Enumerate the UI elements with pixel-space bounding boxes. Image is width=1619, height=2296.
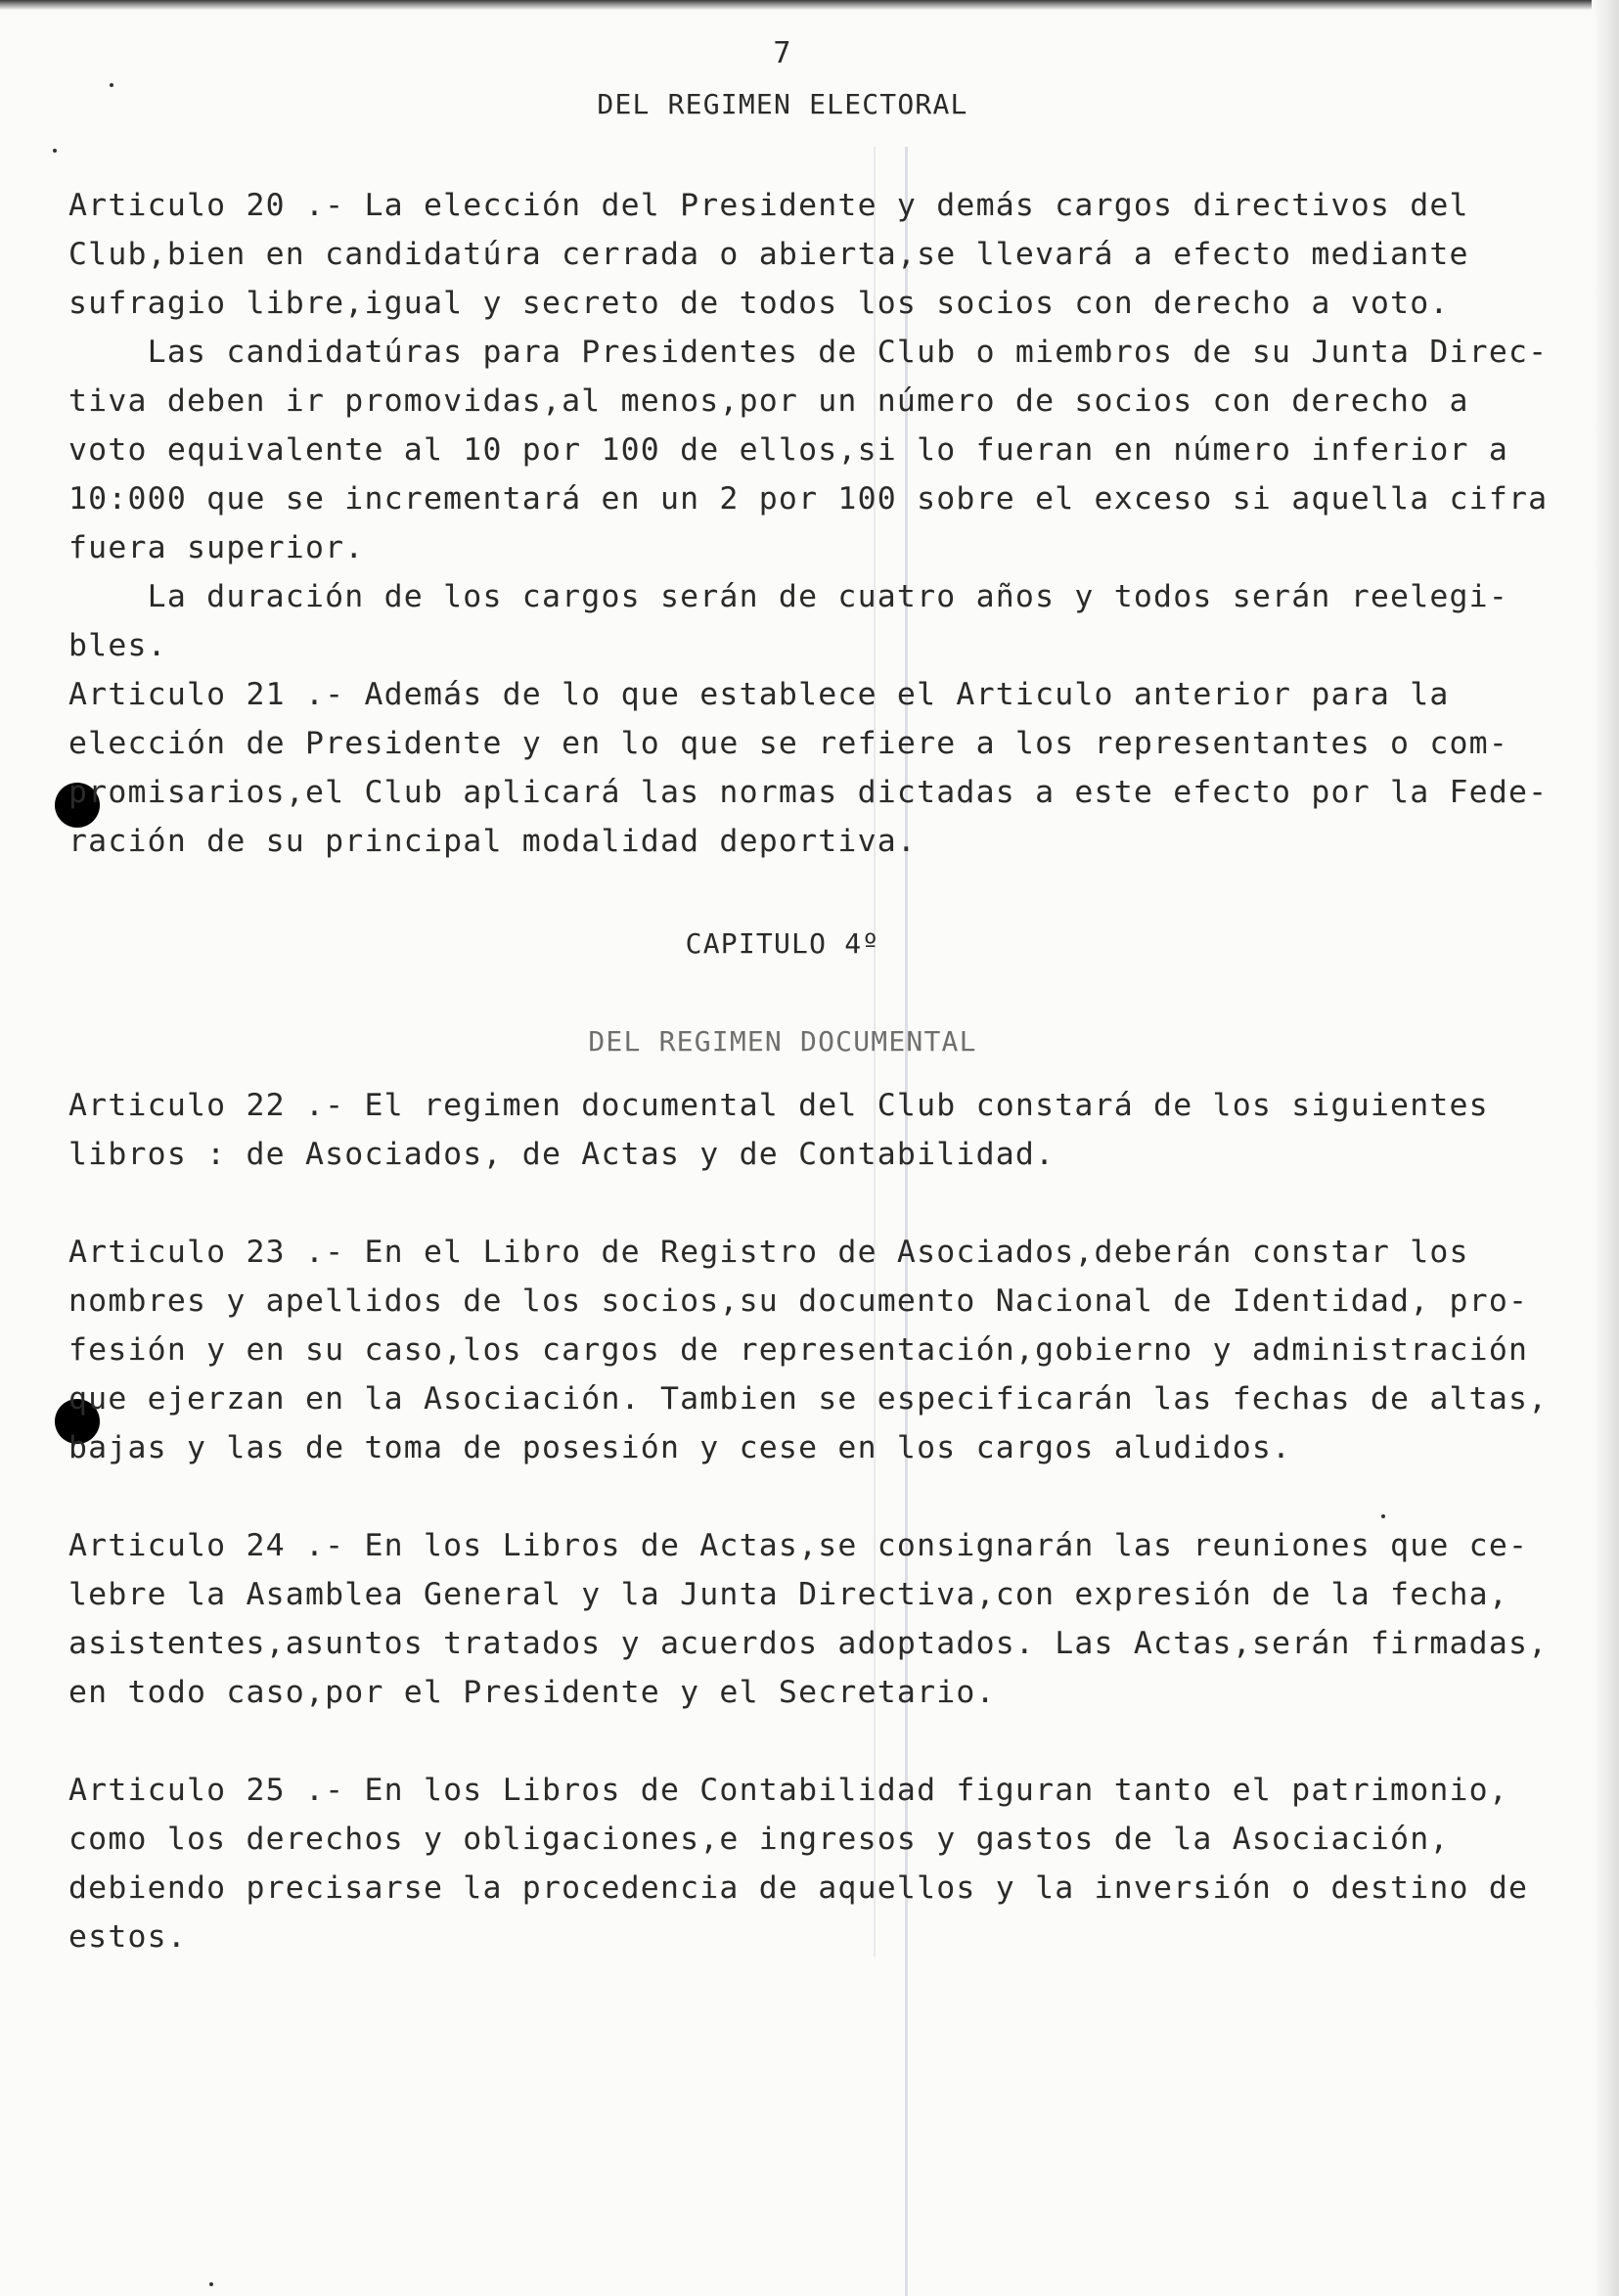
text-line: La duración de los cargos serán de cuatro años y todos serán reelegi-: [68, 579, 1509, 614]
scan-speck: [209, 2282, 213, 2286]
text-line: debiendo precisarse la procedencia de aquellos y la inversión o destino de: [68, 1870, 1529, 1906]
text-line: 10:000 que se incrementará en un 2 por 100 sobre el exceso si aquella cifra: [68, 481, 1549, 517]
text-line: nombres y apellidos de los socios,su documento Nacional de Identidad, pro-: [68, 1283, 1529, 1319]
page-number: 7: [773, 36, 792, 70]
text-line: Articulo 23 .- En el Libro de Registro de Asociados,deberán constar los: [68, 1235, 1469, 1270]
text-line: Articulo 22 .- El regimen documental del Club constará de los siguientes: [68, 1088, 1489, 1123]
text-line: tiva deben ir promovidas,al menos,por un número de socios con derecho a: [68, 383, 1469, 419]
text-line: en todo caso,por el Presidente y el Secretario.: [68, 1675, 996, 1710]
chapter-title: CAPITULO 4º: [685, 927, 880, 960]
section-heading: DEL REGIMEN ELECTORAL: [597, 88, 968, 120]
text-line: estos.: [68, 1919, 187, 1955]
text-line: lebre la Asamblea General y la Junta Directiva,con expresión de la fecha,: [68, 1577, 1509, 1612]
text-line: Articulo 20 .- La elección del Presidente y demás cargos directivos del: [68, 188, 1469, 223]
chapter-heading: DEL REGIMEN DOCUMENTAL: [588, 1025, 977, 1058]
text-line: Articulo 21 .- Además de lo que establece el Articulo anterior para la: [68, 677, 1450, 712]
text-line: voto equivalente al 10 por 100 de ellos,si lo fueran en número inferior a: [68, 432, 1509, 468]
scan-speck: [1381, 1514, 1385, 1518]
text-line: Articulo 25 .- En los Libros de Contabilidad figuran tanto el patrimonio,: [68, 1773, 1509, 1808]
text-line: fuera superior.: [68, 530, 365, 565]
text-line: ración de su principal modalidad deportiva.: [68, 824, 918, 859]
text-line: asistentes,asuntos tratados y acuerdos adoptados. Las Actas,serán firmadas,: [68, 1626, 1549, 1661]
text-line: bles.: [68, 628, 167, 663]
text-line: elección de Presidente y en lo que se refiere a los representantes o com-: [68, 726, 1509, 761]
scan-speck: [53, 149, 57, 153]
scan-right-edge: [1592, 0, 1619, 2296]
scan-top-edge: [0, 0, 1619, 10]
text-line: sufragio libre,igual y secreto de todos los socios con derecho a voto.: [68, 286, 1450, 321]
text-line: Club,bien en candidatúra cerrada o abierta,se llevará a efecto mediante: [68, 237, 1469, 272]
text-line: Articulo 24 .- En los Libros de Actas,se consignarán las reuniones que ce-: [68, 1528, 1529, 1563]
text-line: bajas y las de toma de posesión y cese en los cargos aludidos.: [68, 1430, 1292, 1465]
text-line: como los derechos y obligaciones,e ingresos y gastos de la Asociación,: [68, 1822, 1450, 1857]
text-line: libros : de Asociados, de Actas y de Contabilidad.: [68, 1137, 1056, 1172]
text-line: fesión y en su caso,los cargos de representación,gobierno y administración: [68, 1332, 1529, 1368]
text-line: promisarios,el Club aplicará las normas dictadas a este efecto por la Fede-: [68, 775, 1549, 810]
text-line: Las candidatúras para Presidentes de Club o miembros de su Junta Direc-: [68, 335, 1549, 370]
text-line: que ejerzan en la Asociación. Tambien se especificarán las fechas de altas,: [68, 1381, 1549, 1417]
